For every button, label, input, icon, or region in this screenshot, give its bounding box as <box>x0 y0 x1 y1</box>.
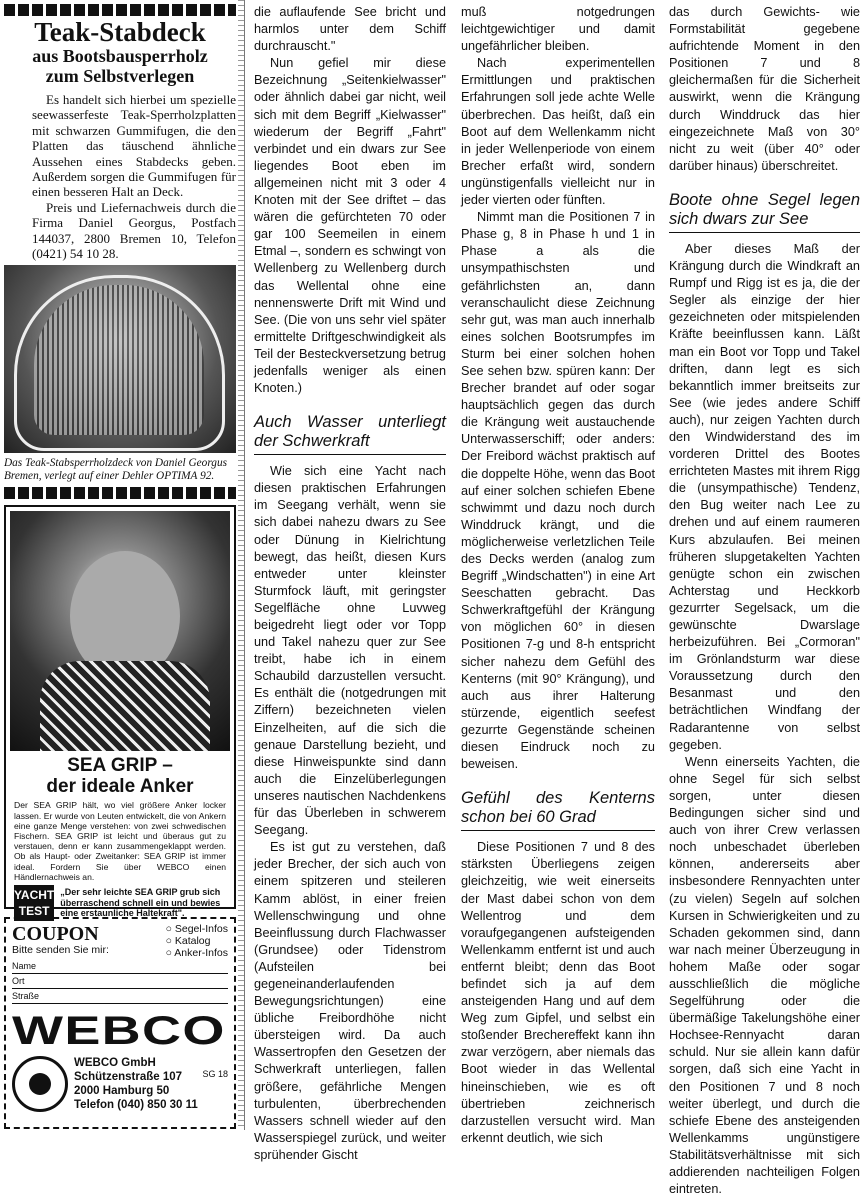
teak-body <box>32 92 236 261</box>
subheading: Auch Wasser unterliegt der Schwerkraft <box>254 413 446 455</box>
paragraph: die auflaufende See bricht und harmlos unter dem Schiff durchrauscht." <box>254 5 446 54</box>
subheading: Boote ohne Segel legen sich dwars zur See <box>669 191 860 233</box>
teak-paragraph: Preis und Liefernachweis durch die Firma Daniel Georgus, Postfach 144037, 2800 Bremen 10, Telefon (0421) 54 10 28. <box>32 199 236 262</box>
paragraph: Aber dieses Maß der Krängung durch die Windkraft an Rumpf und Rigg ist es ja, die der Segler als einzige der hier gezeichneten oder mitspielenden Kräfte beeinflussen kann. Läßt man ein Boot vor Topp und Takel driften, dann legt es sich bekanntlich immer breitseits zur See (wie jedes andere Schiff auch), nur zeigen Yachten durch den Windwiderstand des im vorderen Drittel des Bootes errichteten Mastes mit ihrem Rigg die (unsympathische) Tendenz, den Bug weiter nach Lee zu drehen und auf einem raumeren Kurs abzulaufen. Bei meinen früheren slupgetakelten Yachten genügte schon ein zwischen Achterstag und Heckkorb gezurrter Segelsack, um die gewünschte Dwarslage herbeizuführen. Bei „Cormoran" im Grönlandsturm war diese Voraussetzung durch den Besanmast und den beträchtlichen Windfang der Radarantenne von selbst gegeben. <box>669 241 860 752</box>
coupon-option[interactable]: ○ Segel-Infos <box>165 923 228 936</box>
coupon-send-label: Bitte senden Sie mir: <box>12 944 109 957</box>
webco-contact <box>12 1056 228 1112</box>
address-line: WEBCO GmbH <box>74 1057 156 1070</box>
article-column-4 <box>669 4 860 1198</box>
photo-caption: Das Teak-Stabsperrholzdeck von Daniel Georgus Bremen, verlegt auf einer Dehler OPTIMA 92. <box>4 457 227 483</box>
sea-grip-ad <box>4 505 236 919</box>
ad-headline <box>6 755 234 797</box>
webco-seal-icon <box>12 1056 68 1112</box>
paragraph: Nimmt man die Positionen 7 in Phase g, 8 in Phase h und 1 in Phase a als die unsympathischsten und gefährlichsten an, dann veranschaulicht diese Zeichnung sehr gut, was man auch innerhalb eines solchen Bootsrumpfes im Sturm bei einer solchen hohen See sehen bzw. spüren kann: Der Brecher brandet auf oder sogar hauptsächlich gegen das durch die Krängung weit austauchende Unterwasserschiff; oder anders: Der Freibord wächst praktisch auf die doppelte Höhe, wenn das Boot auf einer solchen schiefen Ebene schwimmt und dazu noch durch Winddruck krängt, und die möglicherweise verletzlichen Teile des Decks werden (analog zum Begriff „Windschatten") in eine Art Seeschatten gebracht. Das Schwerkraftgefühl der Krängung von möglichen 60° in diesen Positionen 7-g und 8-h entspricht sicher nahezu dem Gefühl des Kenterns (mit 90° Krängung), und auch aus ihrer Halterung stürzende, eigentlich seefest gezurrte Gegenstände scheinen diesen Eindruck noch zu beweisen. <box>461 210 655 772</box>
coupon-field-name[interactable]: Name <box>12 959 228 974</box>
paragraph: Nach experimentellen Ermittlungen und praktischen Erfahrungen soll jede achte Welle überbrechen. Das heißt, daß ein Boot auf dem Wellenkamm nicht in jeder Wellenperiode von einem Brecher erfaßt wird, sondern ungünstigenfalls vielleicht nur in jeder vierten oder fünften. <box>461 56 655 208</box>
teak-title-line1: Teak-Stabdeck <box>34 17 206 47</box>
address-line: Telefon (040) 850 30 11 <box>74 1099 198 1112</box>
ad-photo <box>10 511 230 751</box>
sg-code: SG 18 <box>202 1069 228 1080</box>
webco-address <box>74 1056 198 1112</box>
paragraph: muß notgedrungen leichtgewichtiger und damit ungefährlicher bleiben. <box>461 5 655 54</box>
webco-logo: WEBCO <box>12 1009 226 1054</box>
paragraph: Es ist gut zu verstehen, daß jeder Brecher, der sich auch von einem spitzeren und steileren Kamm ablöst, in einer freien Wellenschwingung und ohne Beeinflussung durch Flachwasser (Grundsee) oder Tidenstrom (Aufsteilen bei gegeneinanderlaufenden Bewegungsrichtungen) eine übliche Freibordhöhe nicht übersteigen wird. Da auch Wassertropfen den Gesetzen der Schwerkraft unterliegen, fallen größere, gefährliche Mengen turbulenten, überbrechenden Wassers schnell wieder auf den Wasserspiegel zurück, und weiter sprühender Gischt <box>254 840 446 1162</box>
article-column-3 <box>461 4 655 1147</box>
ad-quote: „Der sehr leichte SEA GRIP grub sich überraschend schnell ein und bewies eine erstaunliche Haltekraft". <box>60 887 221 919</box>
teak-headline <box>4 18 236 86</box>
paragraph: Diese Positionen 7 und 8 des stärksten Überliegens zeigen gleichzeitig, wie weit einerseits der Mast dabei schon von dem Wellentrog und dem voraufgegangenen aufsteigenden Wellenkamm entfernt ist und auch entfernt bleibt; denn das Boot befindet sich ja auf dem ansteigenden Hang und auf dem Weg zum Gipfel, und selbst ein stoßender Brechereffekt kann ihn zwar verzögern, aber niemals das Boot wieder in das Wellental hineinschieben, wie es oft übertrieben zeichnerisch darzustellen versucht wird. Man erkennt deutlich, wie sich <box>461 840 655 1145</box>
block-rule <box>4 4 236 16</box>
article-column-2 <box>254 4 446 1164</box>
paragraph: Nun gefiel mir diese Bezeichnung „Seitenkielwasser" oder ähnlich dabei gar nicht, weil sich mit dem Begriff „Kielwasser" wiederum der Begriff „Fahrt" verbindet und ein dwars zur See liegendes Boot eben im allgemeinen nicht mit 3 oder 4 Knoten mit der See driftet – das wären die gefürchteten 70 oder gar 100 Seemeilen in einem Etmal –, sondern es schwingt von Wellenberg zu Wellenberg durch das Wellental ohne eine nennenswerte Drift mit Wind und See. (Die von uns sehr viel später ermittelte Driftgeschwindigkeit als Teil der Besteckversetzung betrug jedenfalls weniger als einen Knoten.) <box>254 56 446 396</box>
paragraph: Wenn einerseits Yachten, die ohne Segel für sich selbst sorgen, unter diesen Bedingungen sicher sind und auch von ihrer Crew verlassen noch unbeschadet überleben können, andererseits aber insbesondere Rennyachten unter (zu vielen) Segeln auf solchen Kursen in Schwierigkeiten und zu Schaden gekommen sind, dann war nach meiner Überzeugung in hohem Maße oder sogar ausschließlich die mögliche Segelführung oder die übermäßige Takelungshöhe einer Hochsee-Rennyacht daran schuld. Nur sie allein kann dafür sorgen, daß sich eine Yacht in den Positionen 7 und 8 noch weiter überlegt, und durch die schiefe Ebene des ansteigenden Wellenkamms ungünstigere Stabilitätsverhältnisse mit sich addierenden nachteiligen Folgen eintreten. <box>669 754 860 1197</box>
coupon-option[interactable]: ○ Anker-Infos <box>165 947 228 960</box>
address-line: 2000 Hamburg 50 <box>74 1085 170 1098</box>
yacht-test-logo <box>14 885 54 921</box>
yacht-test-line2: TEST <box>18 904 50 919</box>
paragraph: das durch Gewichts- wie Formstabilität gegebene aufrichtende Moment in den Positionen 7 und 8 gleichermaßen für die Sicherheit auswirkt, wenn die Krängung durch Winddruck das hier eingezeichnete Maß von 30° nicht zu weit (über 40° oder darüber hinaus) überschreitet. <box>669 5 860 173</box>
webco-block <box>12 1010 228 1052</box>
coupon-field-strasse[interactable]: Straße <box>12 989 228 1004</box>
deck-rail <box>14 275 225 451</box>
subheading: Gefühl des Kenterns schon bei 60 Grad <box>461 789 655 831</box>
ad-subheadline: der ideale Anker <box>46 776 194 798</box>
coupon-field-ort[interactable]: Ort <box>12 974 228 989</box>
paragraph: Wie sich eine Yacht nach diesen praktischen Erfahrungen im Seegang verhält, wenn sie sich dabei nahezu dwars zu See oder Dünung in Kielrichtung bewegt, das heißt, diesen Kurs entweder unter kleinster Sturmfock läuft, mit geringster Segelfläche ohne Luvweg beigedreht liegt oder vor Topp und Takel nahezu quer zur See treibt, habe ich in einem Schaubild darzustellen versucht. Es enthält die (notgedrungen mit Ziffern) bezeichneten vielen Einzelheiten, auf die sich die genaue Darstellung bezieht, und diese Hinweispunkte sind dann auch die Einzelüberlegungen unseres nautischen Nachdenkens für das Überleben in schwerem Seegang. <box>254 464 446 838</box>
coupon-option[interactable]: ○ Katalog <box>165 935 211 948</box>
address-line: Schützenstraße 107 <box>74 1071 183 1084</box>
ad-text: Der SEA GRIP hält, wo viel größere Anker locker lassen. Er wurde von Leuten entwickelt, die von Ankern eine ganze Menge verstehen: von zwei schwedischen Fischern. SEA GRIP ist leicht und überaus gut zu verstauen, denn er kann zusammengeklappt werden. Ob als Haupt- oder Zweitanker: SEA GRIP ist immer ideal. Fordern Sie über WEBCO einen Händlernachweis an. <box>14 800 226 882</box>
ad-footer <box>14 885 226 921</box>
coupon-options <box>166 923 228 959</box>
sweater-figure <box>40 661 210 751</box>
ad-headline-text: SEA GRIP – <box>67 755 173 777</box>
block-rule <box>4 487 236 499</box>
teak-paragraph: Es handelt sich hierbei um spezielle seewasserfeste Teak-Sperrholzplatten mit schwarzen Gummifugen, die den Platten das täuschend ähnliche Aussehen eines Stabdecks geben. Außerdem sorgen die Gummifugen für einen besseren Halt an Deck. <box>32 92 236 200</box>
coupon[interactable] <box>4 917 236 1129</box>
teak-title-line3: zum Selbstverlegen <box>45 66 195 86</box>
teak-deck-photo <box>4 265 236 453</box>
coupon-title: COUPON <box>12 923 99 946</box>
teak-title-line2: aus Bootsbausperrholz <box>32 46 208 66</box>
yacht-test-line1: YACHT <box>14 888 55 903</box>
coupon-head <box>12 923 228 959</box>
column-rule <box>244 0 245 1130</box>
left-sidebar <box>4 4 236 1129</box>
